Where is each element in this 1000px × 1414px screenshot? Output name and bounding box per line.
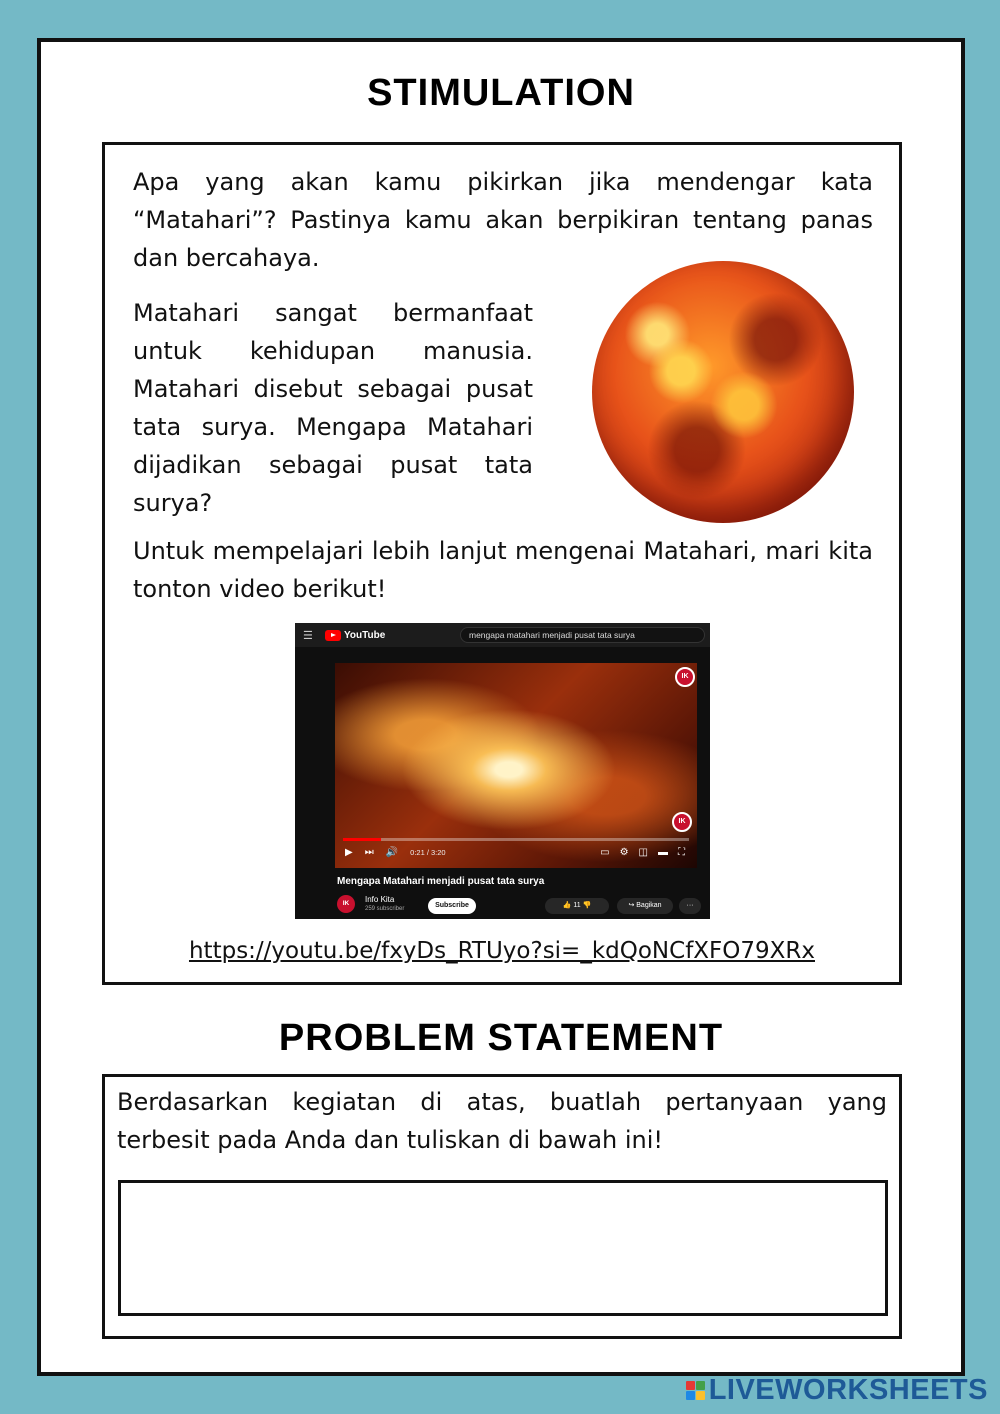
youtube-wordmark: YouTube — [344, 629, 386, 641]
problem-statement-heading: PROBLEM STATEMENT — [278, 1017, 724, 1059]
problem-instruction: Berdasarkan kegiatan di atas, buatlah pertanyaan yang terbesit pada Anda dan tuliskan di bawah ini! — [117, 1088, 887, 1154]
youtube-header — [295, 623, 710, 647]
stimulation-box — [102, 142, 902, 985]
hamburger-menu-icon: ☰ — [303, 630, 313, 642]
player-controls-right — [600, 847, 685, 858]
share-label: Bagikan — [636, 902, 662, 909]
like-dislike-pill — [545, 898, 609, 914]
youtube-play-icon — [325, 630, 341, 641]
theater-icon: ▬ — [658, 847, 668, 858]
video-link[interactable]: https://youtu.be/fxyDs_RTUyo?si=_kdQoNCfXFO79XRx — [188, 938, 815, 964]
stimulation-paragraph-2: Matahari sangat bermanfaat untuk kehidupan manusia. Matahari disebut sebagai pusat tata surya. Mengapa Matahari dijadikan sebagai pusat tata surya? — [133, 299, 533, 517]
captions-icon: ▭ — [600, 847, 610, 858]
channel-name: Info Kita — [365, 895, 395, 904]
stimulation-paragraph-3: Untuk mempelajari lebih lanjut mengenai Matahari, mari kita tonton video berikut! — [133, 537, 873, 603]
fullscreen-icon: ⛶ — [678, 847, 685, 858]
like-count: 11 — [573, 902, 581, 909]
thumbs-down-icon: 👎 — [582, 902, 592, 909]
volume-icon: 🔊 — [385, 847, 399, 858]
next-icon: ⏭ — [364, 847, 374, 858]
answer-box — [118, 1180, 888, 1316]
thumbs-up-icon: 👍 — [562, 902, 572, 909]
miniplayer-icon: ◫ — [638, 847, 648, 858]
video-thumbnail[interactable] — [295, 623, 710, 919]
worksheet-page — [37, 38, 965, 1376]
channel-watermark-bottom: IK — [672, 812, 692, 832]
channel-watermark-top: IK — [675, 667, 695, 687]
more-options-pill: ··· — [679, 898, 701, 914]
player-controls-left — [345, 847, 446, 858]
share-icon: ↪ — [628, 902, 635, 909]
liveworksheets-logo — [686, 1374, 988, 1407]
liveworksheets-mark-icon — [686, 1381, 705, 1400]
video-time: 0:21 / 3:20 — [410, 848, 446, 857]
share-pill — [617, 898, 673, 914]
subscribe-button: Subscribe — [428, 898, 476, 914]
video-title: Mengapa Matahari menjadi pusat tata surya — [337, 876, 545, 887]
answer-input[interactable] — [129, 1191, 877, 1305]
problem-statement-box — [102, 1074, 902, 1339]
liveworksheets-wordmark: LIVEWORKSHEETS — [708, 1374, 988, 1406]
stimulation-paragraph-1: Apa yang akan kamu pikirkan jika mendengar kata “Matahari”? Pastinya kamu akan berpikiran tentang panas dan bercahaya. — [133, 168, 873, 272]
youtube-logo — [325, 628, 385, 642]
video-progress-bar — [343, 838, 689, 841]
play-icon: ▶ — [345, 847, 353, 858]
sun-image — [592, 261, 854, 523]
video-frame — [335, 663, 697, 868]
youtube-search-box: mengapa matahari menjadi pusat tata surya — [460, 627, 705, 643]
channel-subscribers: 259 subscriber — [365, 906, 405, 912]
stimulation-heading: STIMULATION — [367, 72, 635, 114]
settings-gear-icon: ⚙ — [619, 847, 629, 858]
video-progress-fill — [343, 838, 381, 841]
channel-avatar: IK — [337, 895, 355, 913]
